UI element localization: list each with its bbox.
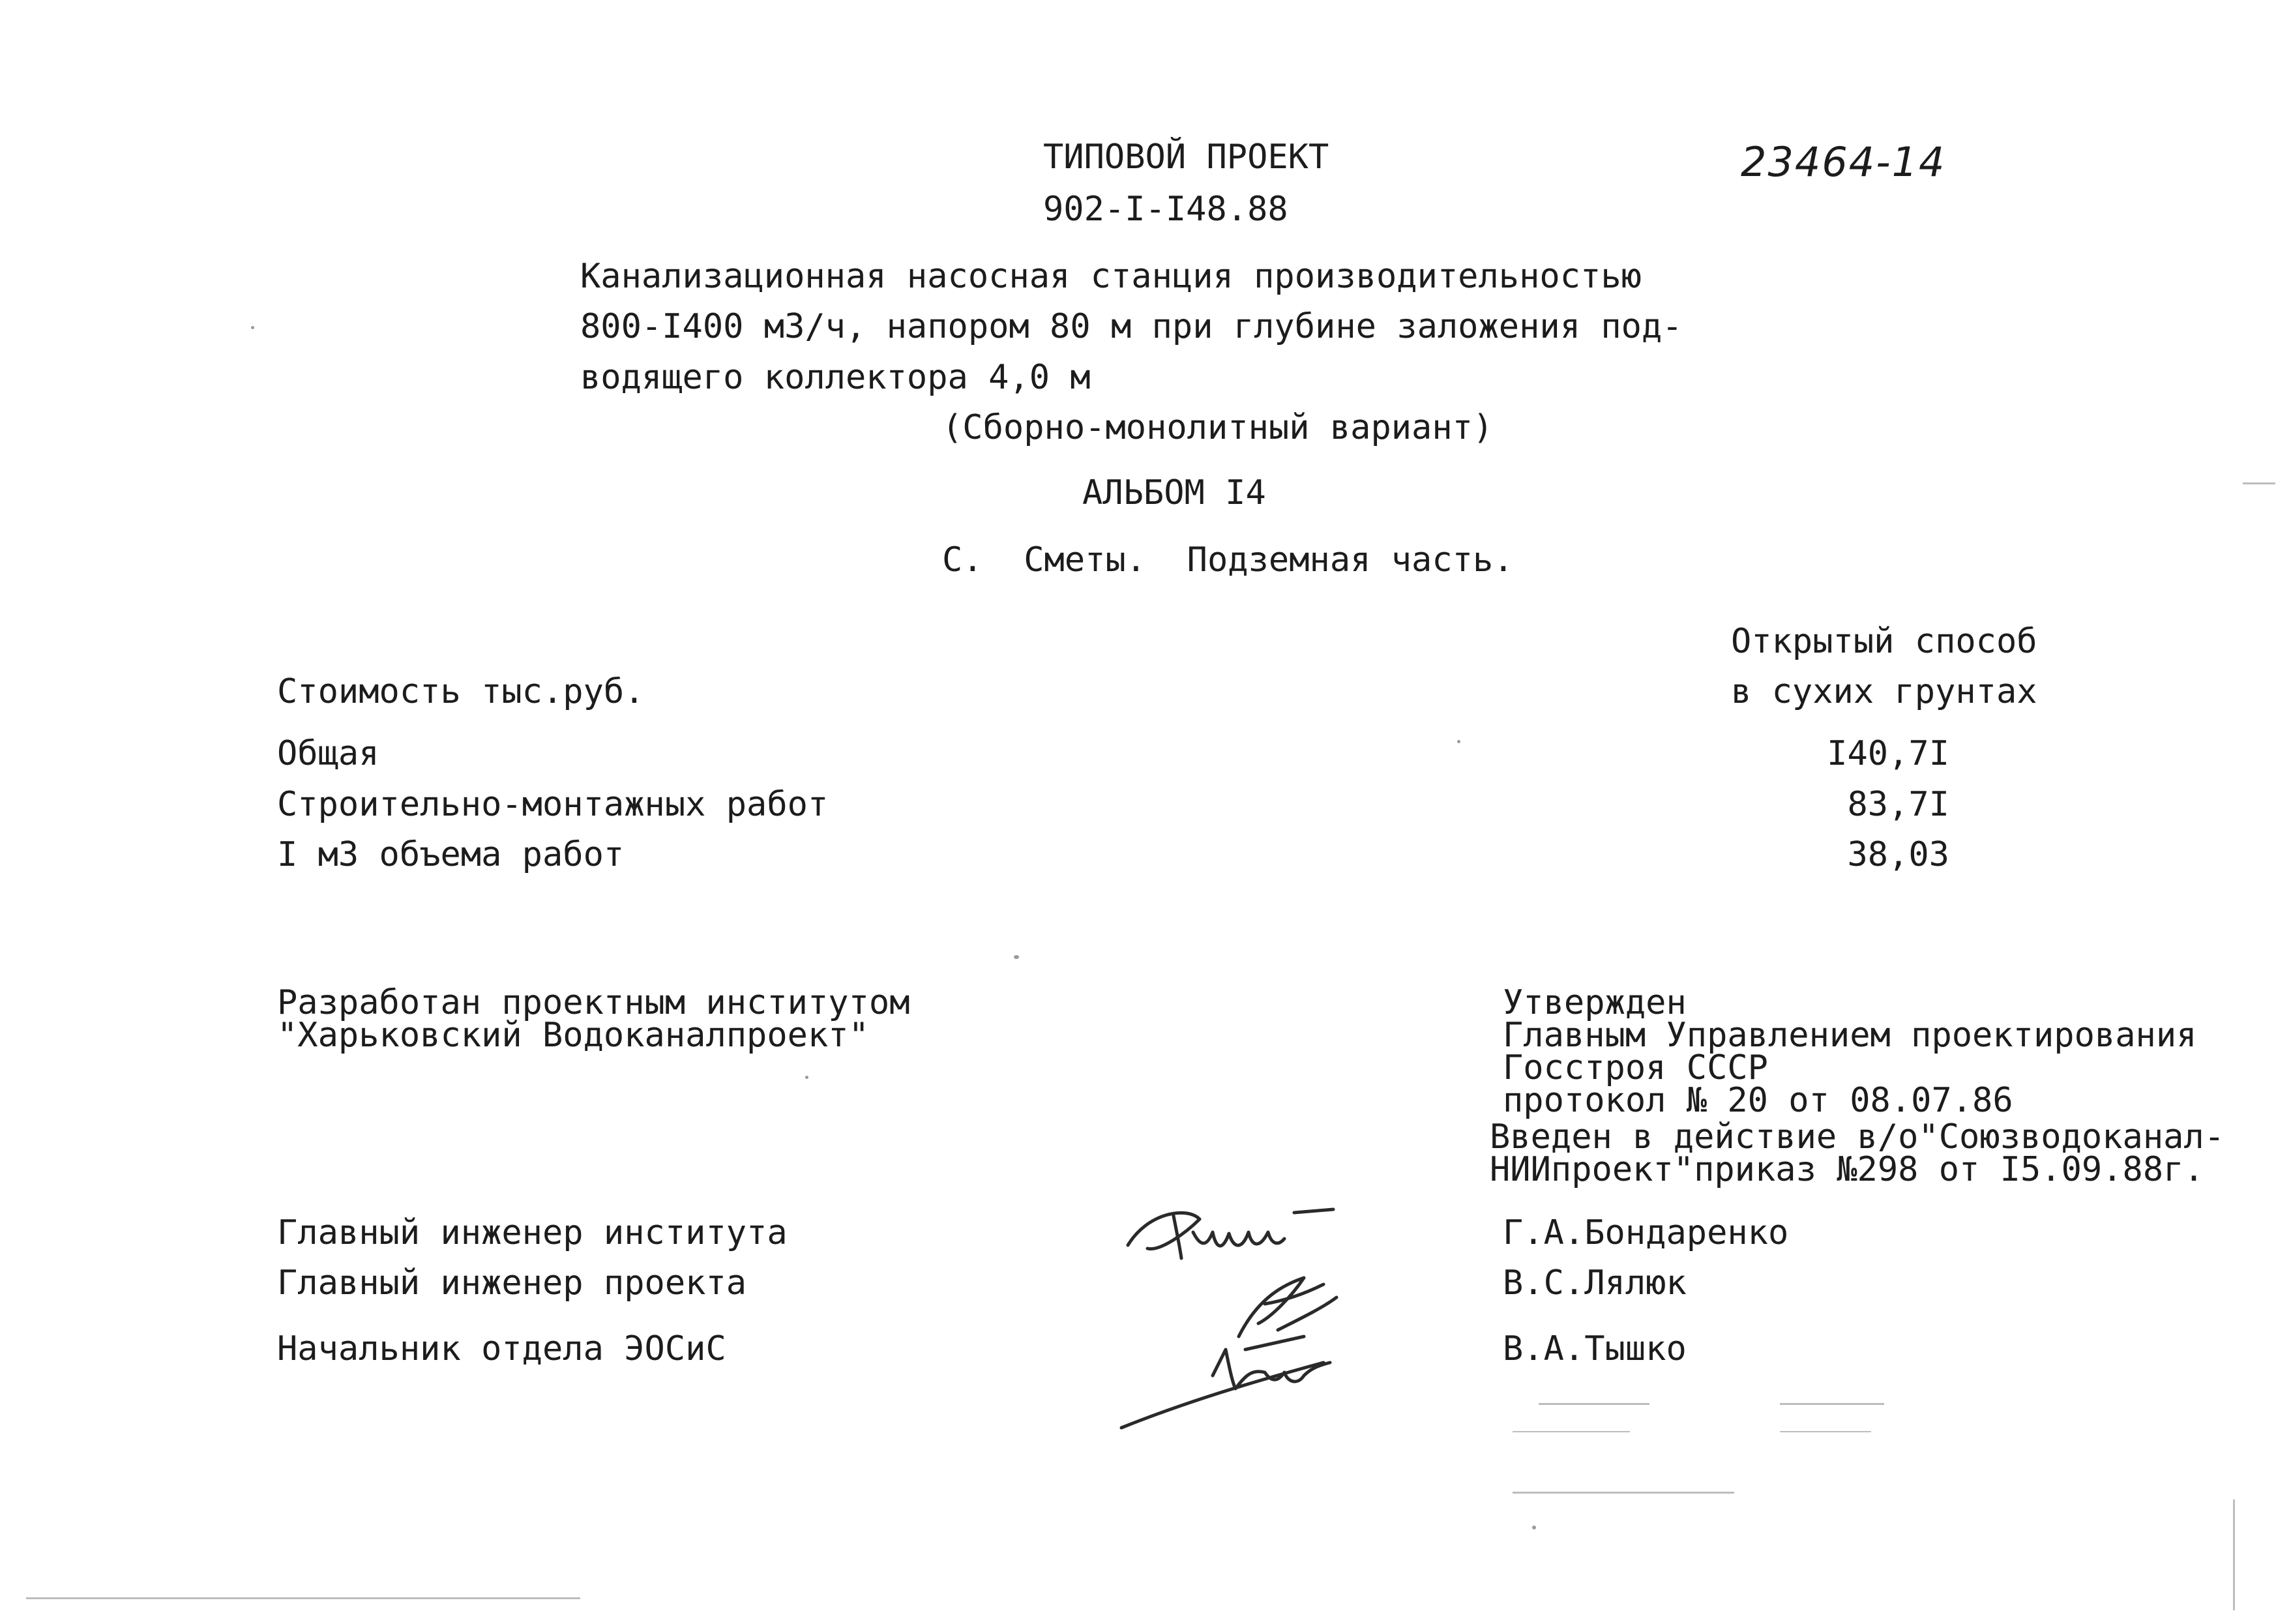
scan-speck [1457,740,1460,743]
signatory-name-chief-engineer-project: В.С.Лялюк [1503,1263,1687,1303]
approval-line-6: НИИпроект"приказ №298 от I5.09.88г. [1490,1150,2204,1189]
signatory-role-department-head: Начальник отдела ЭОСиС [277,1329,726,1368]
approval-line-1: Утвержден [1503,983,1687,1022]
scan-line [1513,1431,1630,1432]
cost-column-header-line-1: Открытый способ [1731,622,2037,661]
description-line-1: Канализационная насосная станция производительностью [580,257,1642,296]
cost-row-value-per-m3: 38,03 [1847,835,1949,874]
scan-line [1513,1492,1734,1494]
inventory-number: 23464-14 [1741,138,1946,186]
variant-note: (Сборно-монолитный вариант) [942,408,1494,447]
cost-row-label-construction: Строительно-монтажных работ [277,785,829,824]
developer-line-1: Разработан проектным институтом [277,983,910,1022]
approval-line-5: Введен в действие в/о"Союзводоканал- [1490,1117,2225,1157]
description-line-3: водящего коллектора 4,0 м [580,358,1091,397]
album-subtitle: С. Сметы. Подземная часть. [942,540,1514,580]
cost-column-header-line-2: в сухих грунтах [1731,672,2037,711]
signatory-role-chief-engineer-project: Главный инженер проекта [277,1263,747,1303]
title-line-1: ТИПОВОЙ ПРОЕКТ [1043,138,1329,177]
scan-speck [805,1076,808,1079]
signatory-name-chief-engineer-institute: Г.А.Бондаренко [1503,1213,1789,1252]
cost-row-value-construction: 83,7I [1847,785,1949,824]
cost-row-label-per-m3: I м3 объема работ [277,835,625,874]
approval-line-4: протокол № 20 от 08.07.86 [1503,1081,2013,1120]
album-title: АЛЬБОМ I4 [1082,473,1266,512]
cost-row-label-total: Общая [277,734,379,773]
signatory-role-chief-engineer-institute: Главный инженер института [277,1213,788,1252]
developer-line-2: "Харьковский Водоканалпроект" [277,1016,869,1055]
scan-speck [1014,955,1019,959]
scan-line [2233,1499,2235,1610]
scan-speck [1532,1526,1536,1529]
scan-line [1539,1403,1649,1405]
project-number: 902-I-I48.88 [1043,190,1288,229]
cost-header-label: Стоимость тыс.руб. [277,672,645,711]
scan-line [1780,1431,1871,1432]
approval-line-3: Госстроя СССР [1503,1048,1768,1087]
approval-line-2: Главным Управлением проектирования [1503,1016,2197,1055]
signatory-name-department-head: В.А.Тышко [1503,1329,1687,1368]
handwritten-signatures [1108,1187,1434,1434]
scan-speck [251,326,254,329]
scan-line [2243,482,2275,484]
description-line-2: 800-I400 м3/ч, напором 80 м при глубине заложения под- [580,307,1683,346]
scan-line [26,1597,580,1599]
cost-row-value-total: I40,7I [1827,734,1949,773]
scan-line [1780,1403,1884,1405]
